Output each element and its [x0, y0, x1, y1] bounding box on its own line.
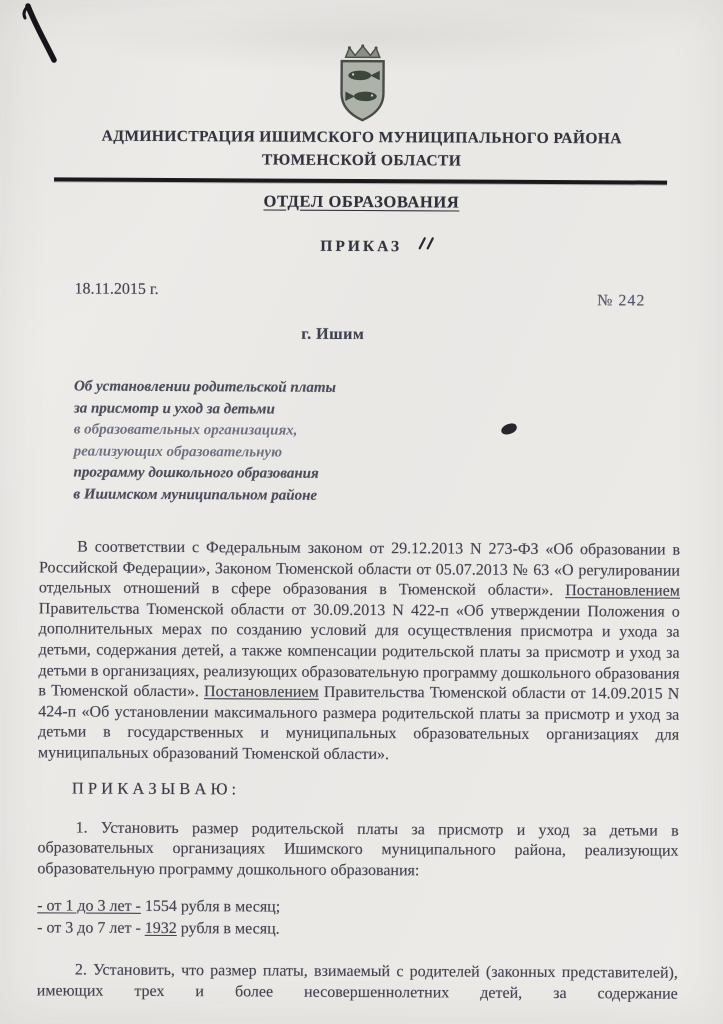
subject-line: в образовательных организациях,: [73, 421, 298, 439]
coat-of-arms-icon: [330, 44, 394, 124]
department-title: [41, 190, 682, 213]
subject-line: за присмотр и уход за детьми: [73, 399, 275, 418]
doc-date: 18.11.2015 г.: [74, 280, 159, 298]
rates-block: [37, 896, 678, 942]
rate1-age-underlined: - от 1 до 3 лет -: [37, 897, 141, 916]
department-title-text: ОТДЕЛ ОБРАЗОВАНИЯ: [263, 191, 460, 212]
preamble-segment: В соответствии с Федеральным законом от 29.12.2013 N 273-ФЗ «Об образовании в Российской Федерации», Законом Тюменской области от 05.07.2013 № 63 «О регулировании отдельных отношений в сфере образования в Тюменской области».: [38, 538, 681, 600]
doc-subject-block: [73, 376, 414, 507]
subject-line: программу дошкольного образования: [73, 464, 319, 482]
order-item-2: 2. Установить, что размер платы, взимаемый с родителей (законных представителей), имеющих трех и более несовершеннолетних детей, за содержание: [36, 961, 678, 1003]
doc-city: г. Ишим: [301, 325, 365, 344]
doc-type-title: ПРИКАЗ: [320, 237, 403, 256]
subject-line: Об установлении родительской платы: [73, 378, 337, 396]
rate-line-1: [37, 896, 678, 921]
preamble-paragraph: [38, 537, 680, 767]
rate2-suffix-text: рубля в месяц.: [176, 919, 280, 938]
rate1-amount-text: 1554 рубля в месяц;: [140, 898, 281, 916]
doc-number: № 242: [597, 292, 646, 310]
pen-tick-marks: [416, 235, 436, 251]
preamble-segment: Правительства Тюменской области от 30.09.2013 N 422-п «Об утверждении Положения о дополнительных мерах по созданию условий для осуществления присмотра и ухода за детьми, содержания детей, а также компенсации родительской платы за присмотр и уход за детьми в организациях, реализующих образовательную программу дошкольного образования в Тюменской области».: [38, 600, 680, 701]
rate2-age-text: - от 3 до 7 лет -: [37, 919, 145, 937]
org-name-line1: АДМИНИСТРАЦИЯ ИШИМСКОГО МУНИЦИПАЛЬНОГО РАЙОНА: [101, 127, 622, 148]
header-rule: [54, 177, 667, 184]
date-number-row: [40, 280, 681, 310]
doc-type-row: [41, 236, 682, 257]
subject-line: в Ишимском муниципальном районе: [73, 485, 318, 504]
subject-line: реализующих образовательную: [73, 442, 283, 461]
preamble-segment-underlined: Постановлением: [565, 582, 680, 600]
order-keyword: П Р И К А З Ы В А Ю :: [71, 778, 237, 798]
preamble-segment: Правительства Тюменской области от 14.09.2015 N 424-п «Об установлении максимального размера родительской платы за присмотр и уход за детьми в государственных и муниципальных образовательных организациях для муниципальных образований Тюменской области».: [38, 683, 680, 764]
preamble-segment-underlined: Постановлением: [204, 683, 319, 701]
rate-line-2: [37, 917, 678, 942]
organization-name: [41, 124, 682, 173]
rate2-amount-underlined: 1932: [144, 919, 177, 937]
order-item-1: 1. Установить размер родительской платы за присмотр и уход за детьми в образовательных организациях Ишимского муниципального района, реализующих образовательную программу дошкольного образования:: [37, 819, 679, 880]
org-name-line2: ТЮМЕНСКОЙ ОБЛАСТИ: [262, 151, 462, 170]
